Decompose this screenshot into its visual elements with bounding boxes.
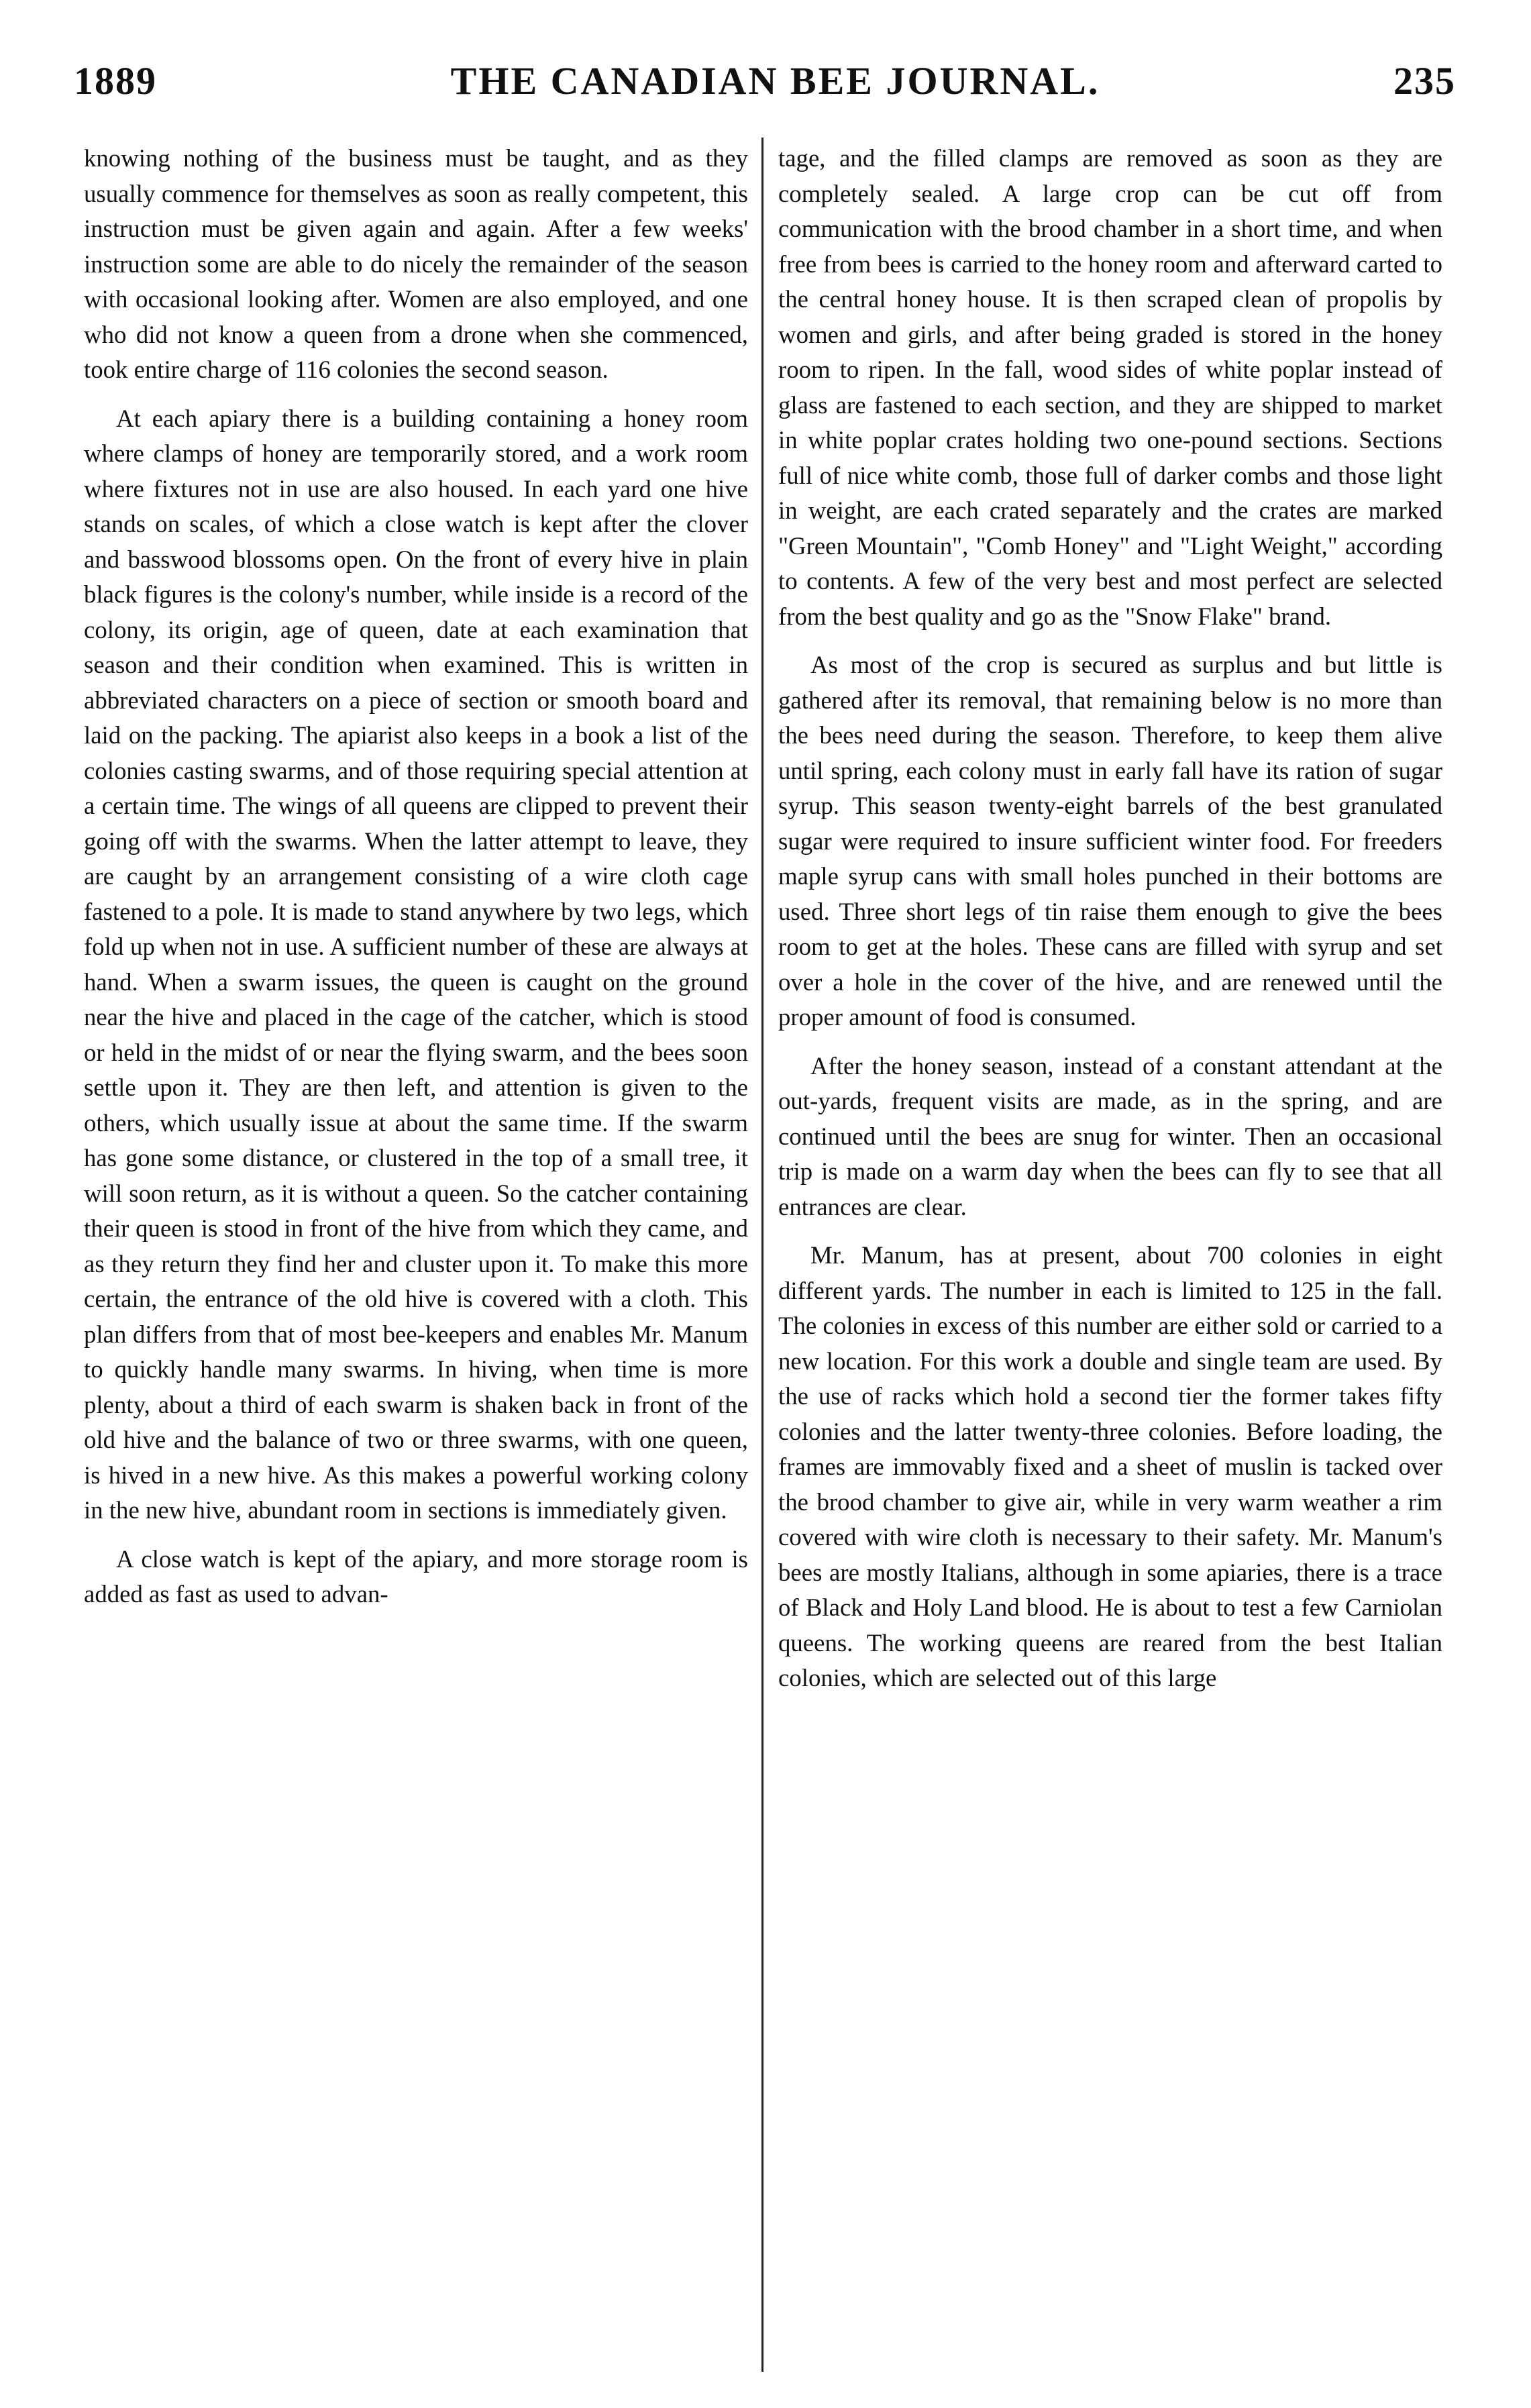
paragraph: After the honey season, instead of a constant attendant at the out-yards, frequent visits are made, as in the spring, and are continued until the bees are snug for winter. Then an occasional trip is made on a warm day when the bees can fly to see that all entrances are clear. <box>778 1051 1442 1220</box>
page-number: 235 <box>1393 58 1456 103</box>
right-column <box>778 141 1442 1696</box>
journal-title: THE CANADIAN BEE JOURNAL. <box>450 58 1100 103</box>
header-year: 1889 <box>74 58 157 103</box>
paragraph: Mr. Manum, has at present, about 700 colonies in eight different yards. The number in each is limited to 125 in the fall. The colonies in excess of this number are either sold or carried to a new location. For this work a double and single team are used. By the use of racks which hold a second tier the former takes fifty colonies and the latter twenty-three colonies. Before loading, the frames are immovably fixed and a sheet of muslin is tacked over the brood chamber to give air, while in very warm weather a rim covered with wire cloth is necessary to their safety. Mr. Manum's bees are mostly Italians, although in some apiaries, there is a trace of Black and Holy Land blood. He is about to test a few Carniolan queens. The working queens are reared from the best Italian colonies, which are selected out of this large <box>778 1241 1442 1691</box>
paragraph: At each apiary there is a building containing a honey room where clamps of honey are temporarily stored, and a work room where fixtures not in use are also housed. In each yard one hive stands on scales, of which a close watch is kept after the clover and basswood blossoms open. On the front of every hive in plain black figures is the colony's number, while inside is a record of the colony, its origin, age of queen, date at each examination that season and their condition when examined. This is written in abbreviated characters on a piece of section or smooth board and laid on the packing. The apiarist also keeps in a book a list of the colonies casting swarms, and of those requiring special attention at a certain time. The wings of all queens are clipped to prevent their going off with the swarms. When the latter attempt to leave, they are caught by an arrangement consisting of a wire cloth cage fastened to a pole. It is made to stand anywhere by two legs, which fold up when not in use. A sufficient number of these are always at hand. When a swarm issues, the queen is caught on the ground near the hive and placed in the cage of the catcher, which is stood or held in the midst of or near the flying swarm, and the bees soon settle upon it. They are then left, and attention is given to the others, which usually issue at about the same time. If the swarm has gone some distance, or clustered in the top of a small tree, it will soon return, as it is without a queen. So the catcher containing their queen is stood in front of the hive from which they came, and as they return they find her and cluster upon it. To make this more certain, the entrance of the old hive is covered with a cloth. This plan differs from that of most bee-keepers and enables Mr. Manum to quickly handle many swarms. In hiving, when time is more plenty, about a third of each swarm is shaken back in front of the old hive and the balance of two or three swarms, with one queen, is hived in a new hive. As this makes a powerful working colony in the new hive, abundant room in sections is immediately given. <box>84 404 748 1524</box>
paragraph: tage, and the filled clamps are removed as soon as they are completely sealed. A large crop can be cut off from communication with the brood chamber in a short time, and when free from bees is carried to the honey room and afterward carted to the central honey house. It is then scraped clean of propolis by women and girls, and after being graded is stored in the honey room to ripen. In the fall, wood sides of white poplar instead of glass are fastened to each section, and they are shipped to market in white poplar crates holding two one-pound sections. Sections full of nice white comb, those full of darker combs and those light in weight, are each crated separately and the crates are marked "Green Mountain", "Comb Honey" and "Light Weight," according to contents. A few of the very best and most perfect are selected from the best quality and go as the "Snow Flake" brand. <box>778 144 1442 630</box>
page-header <box>74 47 1456 114</box>
paragraph: knowing nothing of the business must be taught, and as they usually commence for themselves as soon as really competent, this instruction must be given again and again. After a few weeks' instruction some are able to do nicely the remainder of the season with occasional looking after. Women are also employed, and one who did not know a queen from a drone when she commenced, took entire charge of 116 colonies the second season. <box>84 144 748 383</box>
left-column <box>84 141 748 1612</box>
paragraph: A close watch is kept of the apiary, and more storage room is added as fast as used to advan- <box>84 1545 748 1608</box>
paragraph: As most of the crop is secured as surplus and but little is gathered after its removal, that remaining below is no more than the bees need during the season. Therefore, to keep them alive until spring, each colony must in early fall have its ration of sugar syrup. This season twenty-eight barrels of the best granulated sugar were required to insure sufficient winter food. For freeders maple syrup cans with small holes punched in their bottoms are used. Three short legs of tin raise them enough to give the bees room to get at the holes. These cans are filled with syrup and set over a hole in the cover of the hive, and are renewed until the proper amount of food is consumed. <box>778 651 1442 1031</box>
column-divider <box>761 138 763 2372</box>
